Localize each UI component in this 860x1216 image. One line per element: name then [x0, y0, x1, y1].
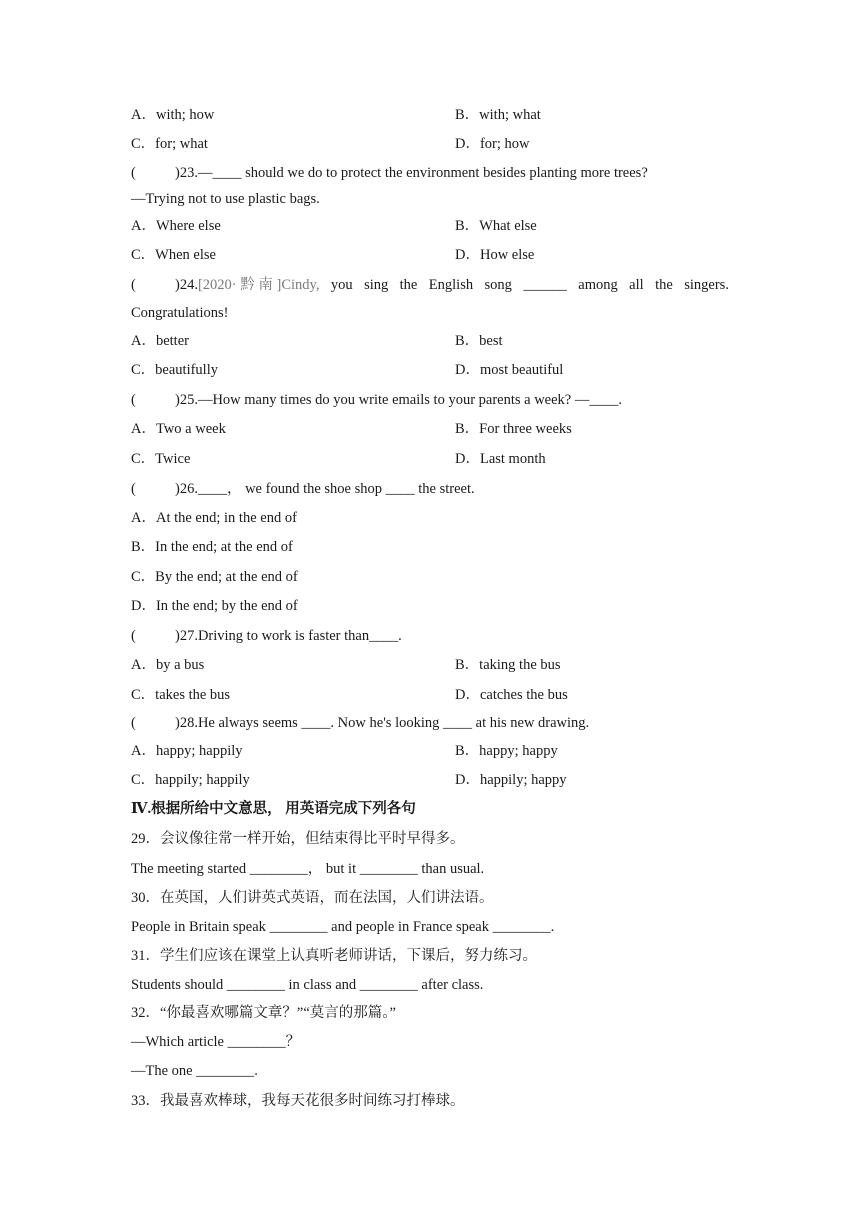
option-28-c: C．happily; happily [131, 772, 250, 788]
question-27-text: )27.Driving to work is faster than____. [175, 628, 402, 644]
question-24-number: )24. [175, 277, 198, 293]
question-24-word: song [484, 277, 512, 293]
option-24-a: A．better [131, 333, 189, 349]
answer-blank-paren: ( [131, 165, 136, 181]
option-22-d: D．for; how [455, 136, 530, 152]
question-23-answer-line: —Trying not to use plastic bags. [131, 191, 320, 207]
question-29-english: The meeting started ________， but it ________ than usual. [131, 861, 485, 877]
option-24-b: B．best [455, 333, 503, 349]
option-27-a: A．by a bus [131, 657, 205, 673]
option-26-c: C．By the end; at the end of [131, 569, 298, 585]
section-4-title: Ⅳ.根据所给中文意思， 用英语完成下列各句 [131, 801, 416, 817]
option-28-b: B．happy; happy [455, 743, 558, 759]
question-24-word: among [578, 277, 618, 293]
option-26-a: A．At the end; in the end of [131, 510, 297, 526]
question-32-english-1: —Which article ________？ [131, 1034, 301, 1050]
option-27-c: C．takes the bus [131, 687, 231, 703]
question-24-word: the [655, 277, 673, 293]
question-28-stem [131, 714, 589, 732]
option-27-d: D．catches the bus [455, 687, 568, 703]
option-23-b: B．What else [455, 218, 537, 234]
option-24-c: C．beautifully [131, 362, 218, 378]
answer-blank-paren: ( [131, 715, 136, 731]
question-24-source: [2020· 黔 南 ]Cindy, [197, 277, 320, 293]
question-30-chinese: 30．在英国，人们讲英式英语，而在法国，人们讲法语。 [131, 890, 494, 906]
question-24-stem [131, 276, 729, 294]
question-32-english-2: —The one ________. [131, 1063, 258, 1079]
question-23-text: )23.—____ should we do to protect the environment besides planting more trees? [175, 165, 648, 181]
question-26-stem [131, 480, 475, 498]
question-33-chinese: 33．我最喜欢棒球，我每天花很多时间练习打棒球。 [131, 1093, 465, 1109]
question-26-text: )26.____， we found the shoe shop ____ the street. [175, 481, 475, 497]
option-23-a: A．Where else [131, 218, 221, 234]
question-27-stem [131, 627, 402, 645]
option-25-d: D．Last month [455, 451, 546, 467]
question-24-blank: ______ [523, 277, 567, 293]
option-24-d: D．most beautiful [455, 362, 564, 378]
answer-blank-paren: ( [131, 481, 136, 497]
question-25-text: )25.—How many times do you write emails to your parents a week? —____. [175, 392, 622, 408]
option-22-a: A．with; how [131, 107, 215, 123]
question-24-word: the [399, 277, 418, 293]
question-24-word [131, 276, 319, 294]
question-28-text: )28.He always seems ____. Now he's looking ____ at his new drawing. [175, 715, 590, 731]
question-29-chinese: 29．会议像往常一样开始，但结束得比平时早得多。 [131, 831, 465, 847]
question-24-word: sing [364, 277, 389, 293]
question-23-stem [131, 164, 648, 182]
option-23-d: D．How else [455, 247, 535, 263]
answer-blank-paren: ( [131, 628, 136, 644]
question-24-word: English [428, 277, 474, 293]
option-23-c: C．When else [131, 247, 216, 263]
option-25-c: C．Twice [131, 451, 191, 467]
option-25-b: B．For three weeks [455, 421, 572, 437]
option-28-a: A．happy; happily [131, 743, 243, 759]
question-24-continuation: Congratulations! [131, 305, 229, 321]
question-25-stem [131, 391, 622, 409]
option-22-b: B．with; what [455, 107, 541, 123]
option-25-a: A．Two a week [131, 421, 226, 437]
option-26-d: D．In the end; by the end of [131, 598, 298, 614]
question-32-chinese: 32．“你最喜欢哪篇文章？”“莫言的那篇。” [131, 1005, 396, 1021]
question-31-english: Students should ________ in class and ________ after class. [131, 977, 484, 993]
option-28-d: D．happily; happy [455, 772, 567, 788]
question-30-english: People in Britain speak ________ and people in France speak ________. [131, 919, 555, 935]
option-22-c: C．for; what [131, 136, 208, 152]
question-24-word: you [330, 277, 353, 293]
question-24-word: all [629, 277, 644, 293]
question-24-word: singers. [684, 277, 729, 293]
question-31-chinese: 31．学生们应该在课堂上认真听老师讲话，下课后，努力练习。 [131, 948, 537, 964]
answer-blank-paren: ( [131, 392, 136, 408]
answer-blank-paren: ( [131, 277, 136, 293]
option-27-b: B．taking the bus [455, 657, 561, 673]
option-26-b: B．In the end; at the end of [131, 539, 293, 555]
